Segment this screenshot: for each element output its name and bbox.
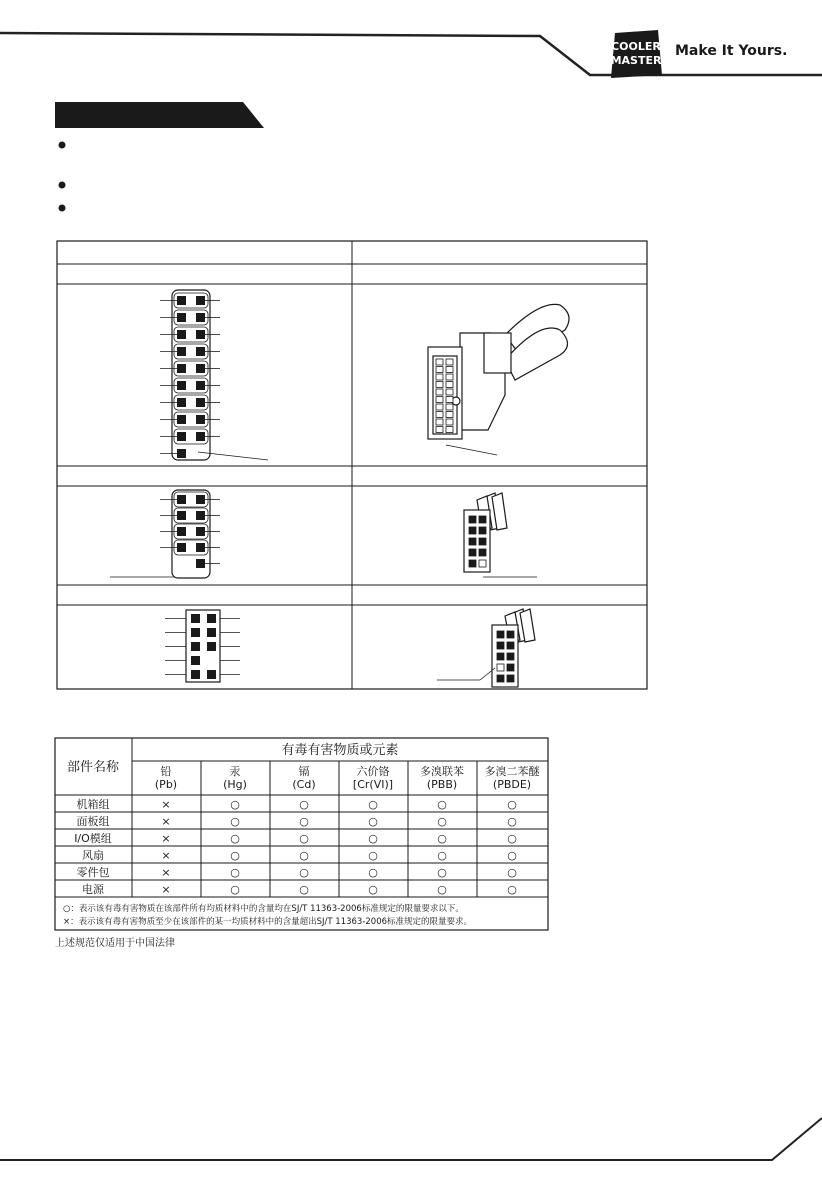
table-cell-mark: ○: [299, 832, 309, 845]
table-cell-mark: ○: [299, 815, 309, 828]
connector-cell: [446, 412, 453, 418]
pin: [191, 614, 200, 623]
substance-name: 六价铬: [356, 765, 390, 778]
pin: [177, 432, 186, 441]
pin: [196, 543, 205, 552]
table-row-part: 面板组: [76, 815, 110, 828]
table-cell-mark: ○: [230, 832, 240, 845]
table-cell-mark: ×: [161, 832, 171, 845]
pin: [177, 330, 186, 339]
table-cell-mark: ○: [368, 849, 378, 862]
table-cell-mark: ○: [230, 866, 240, 879]
connector-cell: [469, 560, 476, 567]
table-cell-mark: ○: [368, 798, 378, 811]
connector-cell: [469, 538, 476, 545]
connector-cell: [507, 664, 514, 671]
substance-symbol: (PBDE): [492, 778, 532, 791]
table-cell-mark: ○: [437, 815, 447, 828]
connector-cell: [436, 404, 443, 410]
pin: [191, 670, 200, 679]
connector-cell: [497, 675, 504, 682]
connector-cell: [507, 653, 514, 660]
table-cell-mark: ○: [368, 883, 378, 896]
footer-rule: [0, 1118, 822, 1160]
pin: [207, 642, 216, 651]
connector-cell: [497, 664, 504, 671]
substance-symbol: (Pb): [154, 778, 178, 791]
connector-cell: [446, 367, 453, 373]
substance-name: 汞: [229, 765, 241, 778]
connector-cell: [436, 367, 443, 373]
pin: [191, 628, 200, 637]
table-cell-mark: ○: [437, 883, 447, 896]
connector-20-illustration: [428, 304, 569, 455]
bullet-3: [59, 205, 66, 212]
pin: [177, 415, 186, 424]
table-cell-mark: ○: [230, 798, 240, 811]
table-row-part: 机箱组: [76, 798, 110, 811]
pin: [196, 415, 205, 424]
note-cross: ×：表示该有毒有害物质至少在该部件的某一均质材料中的含量超出SJ/T 11363-2006标准规定的限量要求。: [63, 917, 473, 927]
bullet-2: [59, 182, 66, 189]
pin: [177, 313, 186, 322]
substance-symbol: (PBB): [426, 778, 458, 791]
table-cell-mark: ○: [507, 832, 517, 845]
pin: [196, 330, 205, 339]
table-cell-mark: ○: [507, 849, 517, 862]
table-cell-mark: ○: [507, 883, 517, 896]
pin-header-10-diagram: [165, 610, 240, 682]
connector-cell: [446, 359, 453, 365]
pin: [196, 398, 205, 407]
brand-slogan: Make It Yours.: [675, 43, 788, 59]
connector-cell: [469, 516, 476, 523]
table-cell-mark: ○: [507, 866, 517, 879]
logo-line2: MASTER: [610, 54, 662, 67]
table-cell-mark: ○: [368, 832, 378, 845]
table-cell-mark: ○: [299, 866, 309, 879]
pin: [196, 432, 205, 441]
substance-name: 多溴二苯醚: [484, 765, 540, 778]
connector-cell: [469, 549, 476, 556]
connector-cell: [436, 419, 443, 425]
connector-cell: [497, 653, 504, 660]
pin: [191, 656, 200, 665]
table-row-part: 零件包: [76, 866, 110, 879]
pin: [196, 313, 205, 322]
connector-cell: [497, 642, 504, 649]
table-cell-mark: ×: [161, 849, 171, 862]
table-cell-mark: ○: [299, 883, 309, 896]
table-cell-mark: ×: [161, 883, 171, 896]
substance-symbol: (Hg): [223, 778, 247, 791]
part-name-header: 部件名称: [66, 760, 120, 775]
table-row-part: 风扇: [82, 849, 104, 862]
substance-symbol: [Cr(VI)]: [352, 778, 394, 791]
connector-cell: [507, 675, 514, 682]
pin: [177, 543, 186, 552]
connector-cell: [436, 412, 443, 418]
connector-cell: [479, 549, 486, 556]
hazard-header: 有毒有害物质或元素: [281, 743, 399, 758]
table-cell-mark: ○: [507, 815, 517, 828]
pin: [207, 670, 216, 679]
pin: [196, 495, 205, 504]
connector-cell: [446, 397, 453, 403]
connector-cell: [479, 516, 486, 523]
table-row-part: 电源: [82, 883, 104, 896]
connector-cell: [497, 631, 504, 638]
pin-header-9-diagram: [110, 490, 220, 578]
pin: [177, 449, 186, 458]
pin: [177, 381, 186, 390]
table-cell-mark: ○: [437, 849, 447, 862]
connector-cell: [479, 527, 486, 534]
substance-header-row: [155, 764, 541, 791]
rohs-table: [55, 738, 548, 930]
footer-note: 上述规范仅适用于中国法律: [55, 938, 175, 949]
connector-cell: [436, 359, 443, 365]
pin: [207, 628, 216, 637]
table-cell-mark: ○: [230, 849, 240, 862]
connector-cell: [479, 538, 486, 545]
table-cell-mark: ○: [230, 815, 240, 828]
pin: [177, 495, 186, 504]
connector-cell: [446, 374, 453, 380]
cooler-master-logo: [611, 30, 662, 78]
connector-cell: [446, 404, 453, 410]
connector-cell: [507, 631, 514, 638]
connector-cell: [507, 642, 514, 649]
substance-name: 镉: [298, 765, 310, 778]
pin: [196, 559, 205, 568]
table-cell-mark: ×: [161, 866, 171, 879]
pin: [177, 527, 186, 536]
pin: [177, 347, 186, 356]
pin: [196, 364, 205, 373]
pin: [177, 296, 186, 305]
substance-name: 铅: [160, 765, 172, 778]
table-cell-mark: ○: [437, 866, 447, 879]
connector-cell: [446, 382, 453, 388]
connector-cell: [479, 560, 486, 567]
connector-9-illustration: [464, 493, 537, 577]
pin: [177, 511, 186, 520]
connector-cell: [436, 389, 443, 395]
table-cell-mark: ×: [161, 798, 171, 811]
table-cell-mark: ○: [507, 798, 517, 811]
pin: [207, 614, 216, 623]
pin: [196, 296, 205, 305]
table-cell-mark: ○: [368, 866, 378, 879]
pin-header-20-diagram: [160, 290, 268, 460]
table-row-part: I/O模组: [74, 832, 112, 845]
note-circle: ○：表示该有毒有害物质在该部件所有均质材料中的含量均在SJ/T 11363-2006标准规定的限量要求以下。: [63, 904, 464, 914]
pin: [196, 381, 205, 390]
pin: [177, 398, 186, 407]
connector-cell: [446, 419, 453, 425]
substance-name: 多溴联苯: [420, 765, 464, 778]
pin: [196, 511, 205, 520]
connector-10-illustration: [437, 609, 535, 687]
logo-line1: COOLER: [611, 40, 661, 53]
substance-symbol: (Cd): [292, 778, 316, 791]
connector-cell: [446, 427, 453, 433]
connector-cell: [436, 397, 443, 403]
connector-cell: [446, 389, 453, 395]
pin: [191, 642, 200, 651]
pin: [196, 347, 205, 356]
table-cell-mark: ×: [161, 815, 171, 828]
connector-cell: [469, 527, 476, 534]
connector-cell: [436, 427, 443, 433]
pin: [196, 527, 205, 536]
pin: [177, 364, 186, 373]
table-cell-mark: ○: [230, 883, 240, 896]
table-cell-mark: ○: [299, 849, 309, 862]
table-cell-mark: ○: [437, 798, 447, 811]
table-cell-mark: ○: [368, 815, 378, 828]
connector-cell: [436, 374, 443, 380]
connector-cell: [436, 382, 443, 388]
table-cell-mark: ○: [437, 832, 447, 845]
bullet-1: [59, 142, 66, 149]
section-heading-bar: [55, 102, 264, 128]
table-cell-mark: ○: [299, 798, 309, 811]
